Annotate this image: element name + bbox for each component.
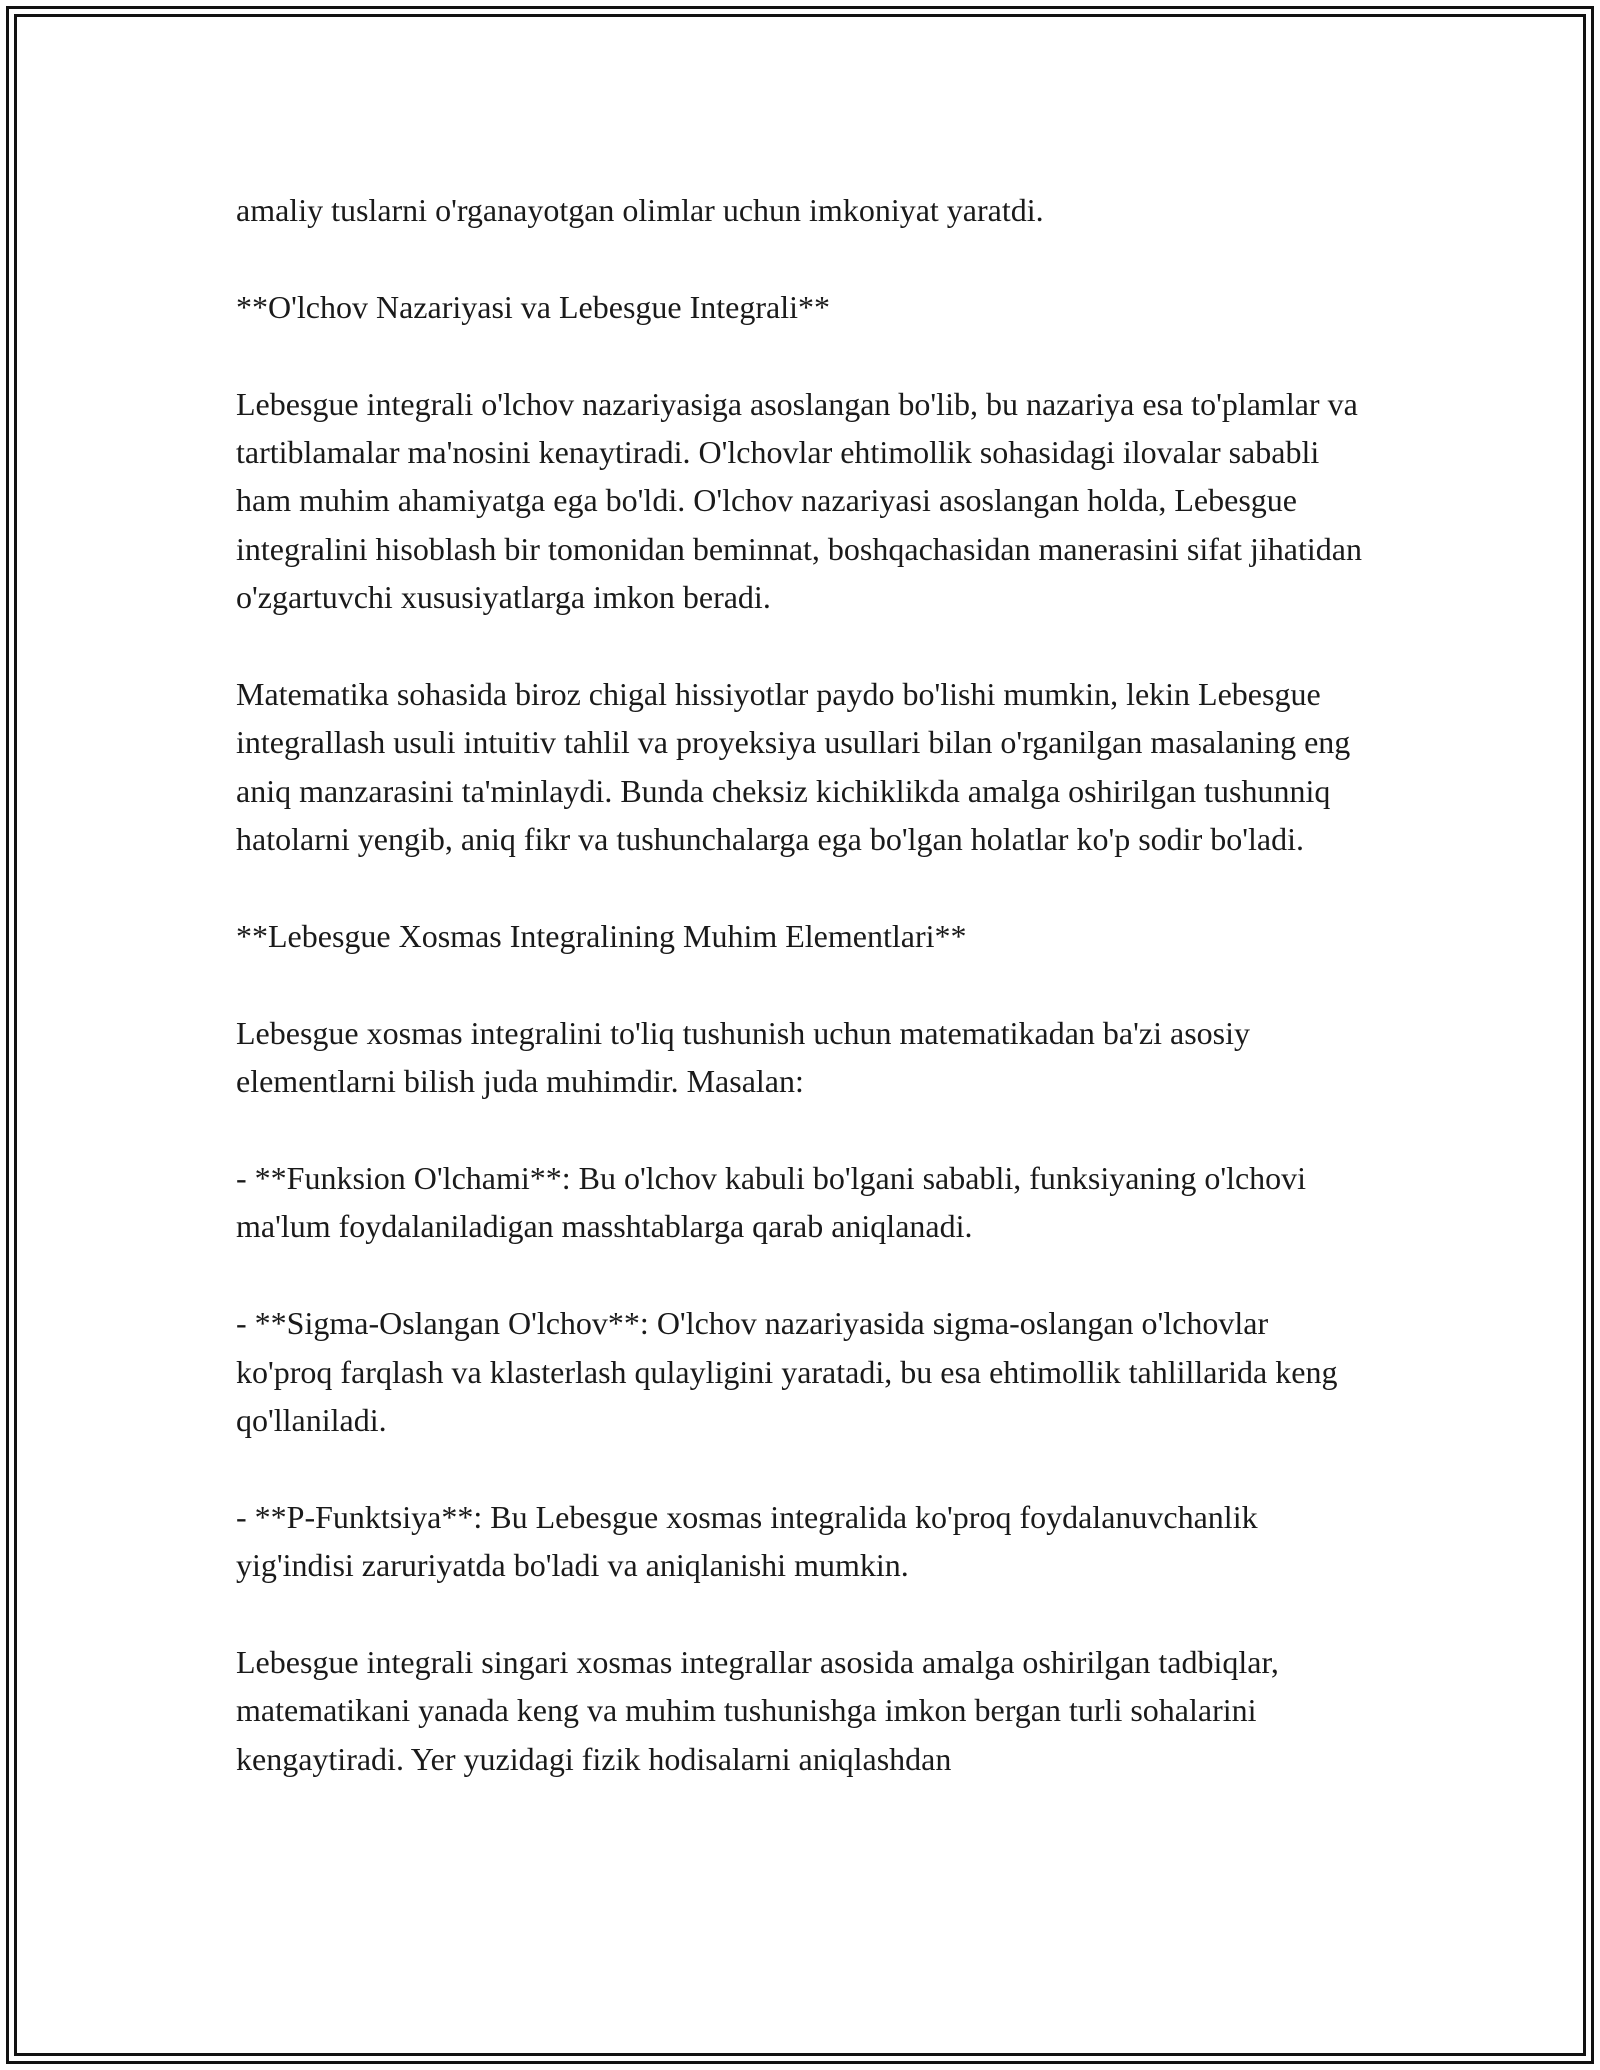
document-body — [236, 186, 1366, 1832]
paragraph-applications: Lebesgue integrali singari xosmas integrallar asosida amalga oshirilgan tadbiqlar, matematikani yanada keng va muhim tushunishga imkon bergan turli sohalarini kengaytiradi. Yer yuzidagi fizik hodisalarni aniqlashdan — [236, 1644, 1279, 1777]
paragraph-intuition: Matematika sohasida biroz chigal hissiyotlar paydo bo'lishi mumkin, lekin Lebesgue integrallash usuli intuitiv tahlil va proyeksiya usullari bilan o'rganilgan masalaning eng aniq manzarasini ta'minlaydi. Bunda cheksiz kichiklikda amalga oshirilgan tushunniq hatolarni yengib, aniq fikr va tushunchalarga ega bo'lgan holatlar ko'p sodir bo'ladi. — [236, 676, 1351, 858]
list-item-p-function: - **P-Funktsiya**: Bu Lebesgue xosmas integralida ko'proq foydalanuvchanlik yig'indisi zaruriyatda bo'ladi va aniqlanishi mumkin. — [236, 1498, 1258, 1584]
paragraph-key-elements-intro: Lebesgue xosmas integralini to'liq tushunish uchun matematikadan ba'zi asosiy elementlarni bilish juda muhimdir. Masalan: — [236, 1014, 1250, 1100]
list-item-function-measure: - **Funksion O'lchami**: Bu o'lchov kabuli bo'lgani sababli, funksiyaning o'lchovi ma'lum foydalaniladigan masshtablarga qarab aniqlanadi. — [236, 1160, 1307, 1245]
paragraph-continuation: amaliy tuslarni o'rganayotgan olimlar uchun imkoniyat yaratdi. — [236, 192, 1044, 228]
paragraph-measure-theory: Lebesgue integrali o'lchov nazariyasiga asoslangan bo'lib, bu nazariya esa to'plamlar va tartiblamalar ma'nosini kenaytiradi. O'lchovlar ehtimollik sohasidagi ilovalar sababli ham muhim ahamiyatga ega bo'ldi. O'lchov nazariyasi asoslangan holda, Lebesgue integralini hisoblash bir tomonidan beminnat, boshqachasidan manerasini sifat jihatidan o'zgartuvchi xususiyatlarga imkon beradi. — [236, 385, 1362, 616]
section-heading-key-elements: **Lebesgue Xosmas Integralining Muhim Elementlari** — [236, 918, 967, 955]
list-item-sigma-measure: - **Sigma-Oslangan O'lchov**: O'lchov nazariyasida sigma-oslangan o'lchovlar ko'proq farqlash va klasterlash qulayligini yaratadi, bu esa ehtimollik tahlillarida keng qo'llaniladi. — [236, 1305, 1338, 1439]
section-heading-measure-theory: **O'lchov Nazariyasi va Lebesgue Integrali** — [236, 288, 830, 325]
